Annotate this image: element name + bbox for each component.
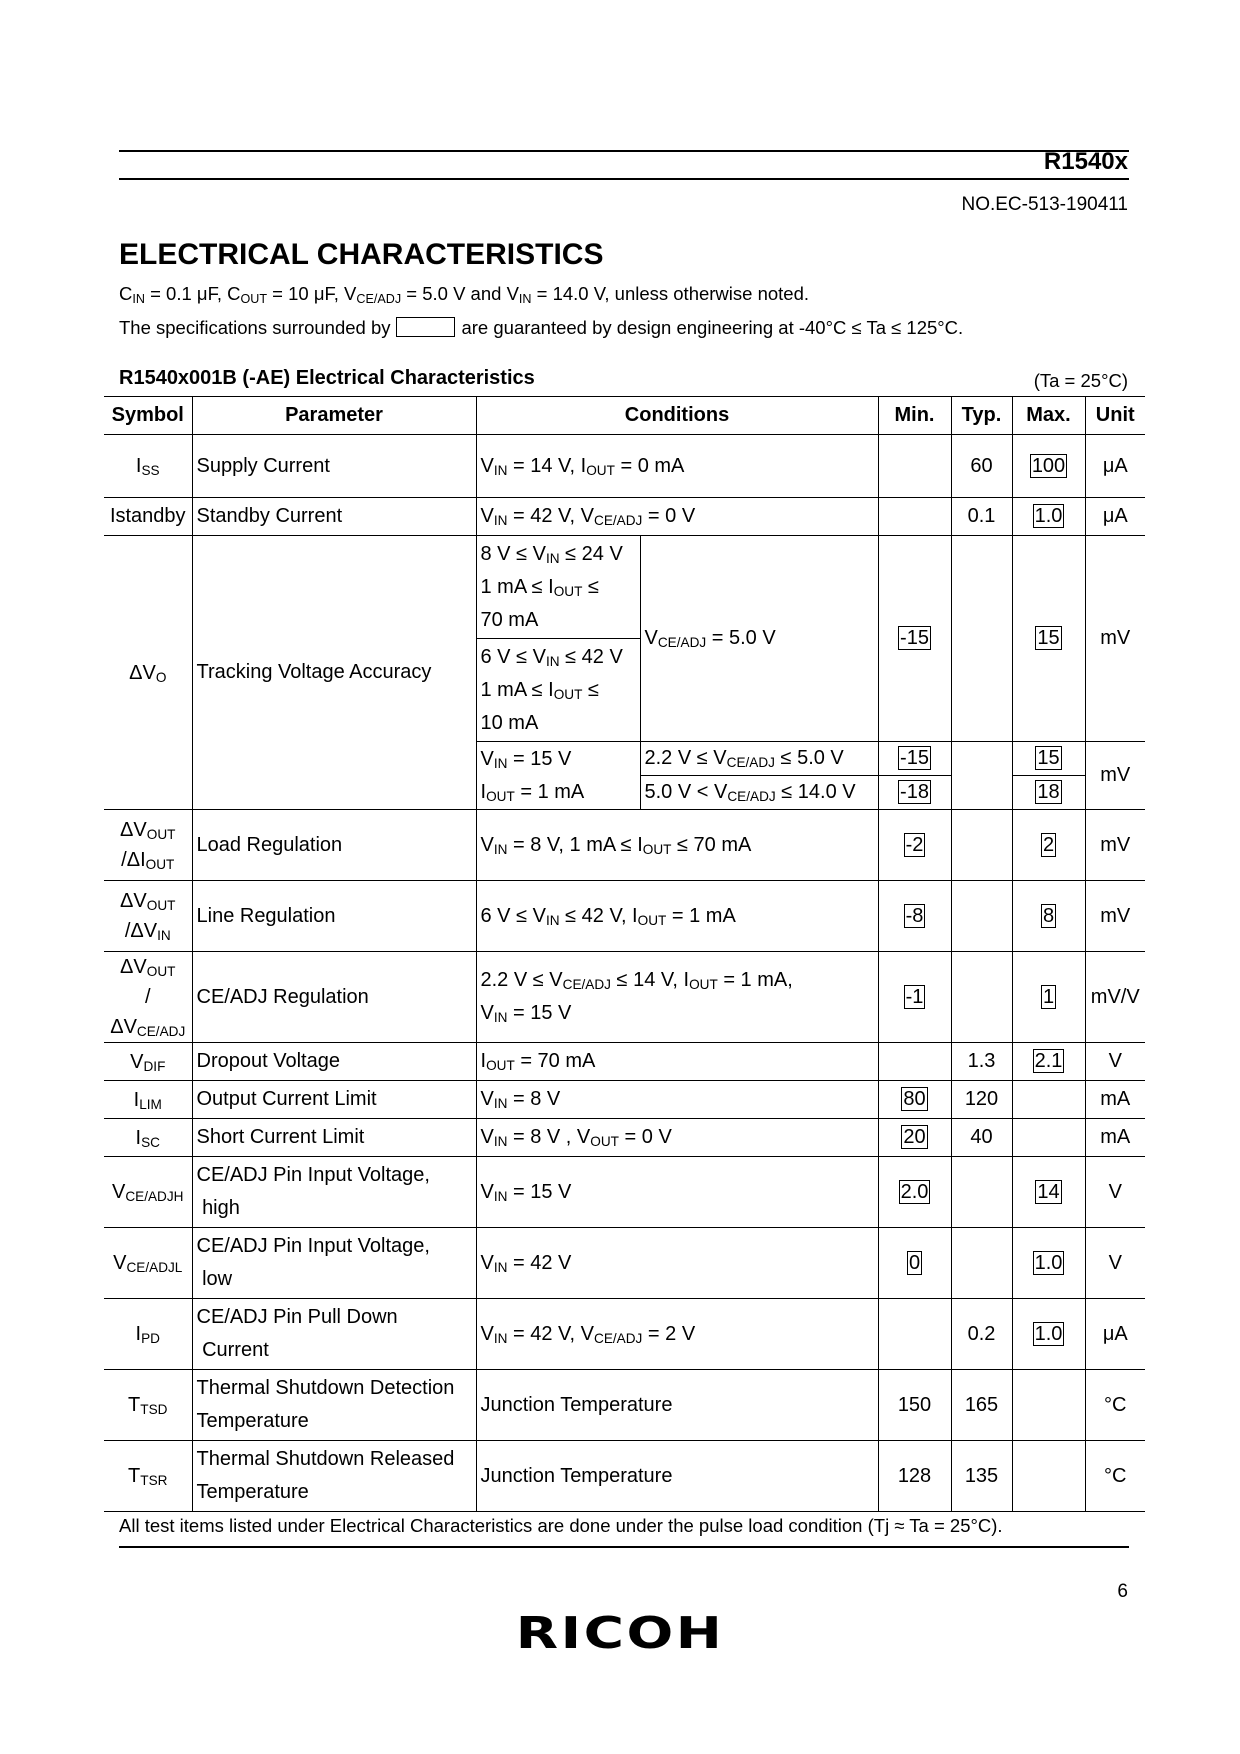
parameter: Output Current Limit — [192, 1081, 476, 1119]
table-row — [104, 1441, 1145, 1512]
max-value: 15 — [1037, 627, 1060, 649]
table-header-row — [104, 397, 1145, 435]
parameter: Short Current Limit — [192, 1119, 476, 1157]
min-value: -15 — [900, 747, 929, 769]
min-value: -15 — [900, 627, 929, 649]
parameter: CE/ADJ Pin Input Voltage, high — [192, 1157, 476, 1228]
unit: mV — [1085, 810, 1145, 881]
max-value: 1.0 — [1034, 1322, 1063, 1345]
table-row — [104, 810, 1145, 881]
section-title: ELECTRICAL CHARACTERISTICS — [119, 238, 604, 271]
conditions: $V_{IN} = 8$ V, 1 mA ≤ $I_{OUT} \le 70$ mA — [476, 810, 878, 881]
conditions-vce: $V_{CE/ADJ} = 5.0$ V — [640, 536, 878, 742]
table-row — [104, 435, 1145, 498]
unit: mV — [1085, 742, 1145, 810]
unit: mA — [1085, 1119, 1145, 1157]
parameter: CE/ADJ Regulation — [192, 952, 476, 1043]
conditions: Junction Temperature — [476, 1370, 878, 1441]
parameter: Load Regulation — [192, 810, 476, 881]
table-row — [104, 952, 1145, 1043]
parameter: Thermal Shutdown Detection Temperature — [192, 1370, 476, 1441]
conditions: $V_{IN} = 42$ V — [476, 1228, 878, 1299]
symbol-load: $\Delta V_{OUT}$ $/\Delta I_{OUT}$ — [104, 810, 192, 881]
part-number: R1540x — [1043, 148, 1128, 175]
unit: °C — [1085, 1441, 1145, 1512]
footnote: All test items listed under Electrical Characteristics are done under the pulse load condition (Tj ≈ Ta = 25°C). — [119, 1515, 1003, 1536]
min-value: 150 — [878, 1370, 951, 1441]
conditions: $I_{OUT} = 70$ mA — [476, 1043, 878, 1081]
table-row — [104, 881, 1145, 952]
min-value: -8 — [905, 904, 924, 927]
document-number: NO.EC-513-190411 — [961, 194, 1128, 215]
table-row — [104, 536, 1145, 639]
typ-value: 1.3 — [951, 1043, 1012, 1081]
conditions: $V_{IN} = 14$ V, $I_{OUT} = 0$ mA — [476, 435, 878, 498]
conditions: 8 $V \le V_{IN} \le 24$ V 1 mA ≤ $I_{OUT}$ ≤ 70 mA — [476, 536, 640, 639]
min-value: -2 — [905, 833, 924, 856]
typ-value: 120 — [951, 1081, 1012, 1119]
design-guarantee-box — [396, 317, 455, 337]
max-value: 1.0 — [1034, 1251, 1063, 1274]
max-value: 14 — [1037, 1180, 1060, 1203]
parameter: CE/ADJ Pin Pull Down Current — [192, 1299, 476, 1370]
parameter: Thermal Shutdown Released Temperature — [192, 1441, 476, 1512]
min-value: 128 — [878, 1441, 951, 1512]
spec-note: The specifications surrounded by are guaranteed by design engineering at -40°C ≤ Ta ≤ 125°C. — [119, 317, 964, 338]
col-parameter: Parameter — [192, 397, 476, 435]
max-value: 8 — [1042, 904, 1055, 927]
parameter: Supply Current — [192, 435, 476, 498]
conditions: Junction Temperature — [476, 1441, 878, 1512]
conditions: 2.2 $V \le V_{CE/ADJ} \le 14$ V, $I_{OUT} = 1$ mA, $V_{IN} = 15$ V — [476, 952, 878, 1043]
page-number: 6 — [1117, 1581, 1128, 1602]
symbol-dvo: $\Delta V_O$ — [104, 536, 192, 810]
typ-value: 135 — [951, 1441, 1012, 1512]
symbol-ttsd: $T_{TSD}$ — [104, 1370, 192, 1441]
header-rule-top — [119, 150, 1129, 152]
typ-value: 40 — [951, 1119, 1012, 1157]
max-value: 2 — [1042, 833, 1055, 856]
parameter: Standby Current — [192, 498, 476, 536]
typ-value: 0.2 — [951, 1299, 1012, 1370]
unit: °C — [1085, 1370, 1145, 1441]
conditions: $V_{IN} = 42$ V, $V_{CE/ADJ} = 2$ V — [476, 1299, 878, 1370]
col-typ: Typ. — [951, 397, 1012, 435]
min-value: 0 — [908, 1251, 921, 1274]
min-value: -18 — [900, 781, 929, 803]
conditions: $V_{IN} = 8$ V , $V_{OUT} = 0$ V — [476, 1119, 878, 1157]
table-row — [104, 1157, 1145, 1228]
unit: μA — [1085, 1299, 1145, 1370]
table-row — [104, 1043, 1145, 1081]
min-value: 80 — [903, 1088, 926, 1110]
unit: V — [1085, 1228, 1145, 1299]
col-min: Min. — [878, 397, 951, 435]
symbol-iss: $I_{SS}$ — [104, 435, 192, 498]
max-value: 100 — [1031, 454, 1066, 477]
conditions: $V_{IN} = 15$ V $I_{OUT} = 1$ mA — [476, 742, 640, 810]
unit: mV/V — [1085, 952, 1145, 1043]
table-condition: (Ta = 25°C) — [1033, 370, 1128, 391]
unit: V — [1085, 1043, 1145, 1081]
max-value: 2.1 — [1034, 1050, 1063, 1072]
conditions: $V_{IN} = 15$ V — [476, 1157, 878, 1228]
conditions-vce: 2.2 $V \le V_{CE/ADJ} \le 5.0$ V — [640, 742, 878, 776]
max-value: 1.0 — [1034, 505, 1063, 527]
col-conditions: Conditions — [476, 397, 878, 435]
symbol-ceadj: $\Delta V_{OUT}$ $/\Delta V_{CE/ADJ}$ — [104, 952, 192, 1043]
conditions: 6 $V \le V_{IN} \le 42$ V 1 mA ≤ $I_{OUT}$ ≤ 10 mA — [476, 639, 640, 742]
symbol-vceadjl: $V_{CE/ADJL}$ — [104, 1228, 192, 1299]
conditions: $V_{IN} = 42$ V, $V_{CE/ADJ} = 0$ V — [476, 498, 878, 536]
symbol-isc: $I_{SC}$ — [104, 1119, 192, 1157]
table-row — [104, 1119, 1145, 1157]
table-row — [104, 1081, 1145, 1119]
typ-value: 165 — [951, 1370, 1012, 1441]
unit: μA — [1085, 435, 1145, 498]
max-value: 1 — [1042, 985, 1055, 1008]
conditions: $V_{IN} = 8$ V — [476, 1081, 878, 1119]
table-row — [104, 498, 1145, 536]
col-unit: Unit — [1085, 397, 1145, 435]
parameter: Line Regulation — [192, 881, 476, 952]
footer-rule — [119, 1546, 1129, 1548]
unit: μA — [1085, 498, 1145, 536]
max-value: 18 — [1037, 781, 1060, 803]
col-max: Max. — [1012, 397, 1085, 435]
table-row — [104, 1228, 1145, 1299]
parameter: Tracking Voltage Accuracy — [192, 536, 476, 810]
unit: mV — [1085, 536, 1145, 742]
symbol-ilim: $I_{LIM}$ — [104, 1081, 192, 1119]
unit: mA — [1085, 1081, 1145, 1119]
parameter: Dropout Voltage — [192, 1043, 476, 1081]
conditions-note: $C_{IN} = 0.1$ μF, $C_{OUT} = 10$ μF, $V_{CE/ADJ} = 5.0$ V and $V_{IN} = 14.0$ V, unless otherwise noted. — [119, 283, 810, 306]
header-rule-bottom — [119, 178, 1129, 180]
table-row — [104, 1299, 1145, 1370]
symbol-vceadjh: $V_{CE/ADJH}$ — [104, 1157, 192, 1228]
conditions: 6 $V \le V_{IN} \le 42$ V, $I_{OUT} = 1$ mA — [476, 881, 878, 952]
unit: V — [1085, 1157, 1145, 1228]
conditions-vce: 5.0 $V < V_{CE/ADJ} \le 14.0$ V — [640, 776, 878, 810]
symbol-istandby: Istandby — [104, 498, 192, 536]
min-value: 20 — [903, 1126, 926, 1148]
symbol-ipd: $I_{PD}$ — [104, 1299, 192, 1370]
table-row — [104, 1370, 1145, 1441]
max-value: 15 — [1037, 747, 1060, 769]
ricoh-logo: RICOH — [515, 1608, 725, 1659]
electrical-characteristics-table — [104, 396, 1145, 1512]
col-symbol: Symbol — [104, 397, 192, 435]
min-value: -1 — [905, 985, 924, 1008]
min-value: 2.0 — [900, 1180, 929, 1203]
typ-value: 0.1 — [951, 498, 1012, 536]
symbol-line: $\Delta V_{OUT}$ $/\Delta V_{IN}$ — [104, 881, 192, 952]
parameter: CE/ADJ Pin Input Voltage, low — [192, 1228, 476, 1299]
unit: mV — [1085, 881, 1145, 952]
symbol-ttsr: $T_{TSR}$ — [104, 1441, 192, 1512]
symbol-vdif: $V_{DIF}$ — [104, 1043, 192, 1081]
table-title: R1540x001B (-AE) Electrical Characteristics — [119, 367, 535, 389]
typ-value: 60 — [951, 435, 1012, 498]
